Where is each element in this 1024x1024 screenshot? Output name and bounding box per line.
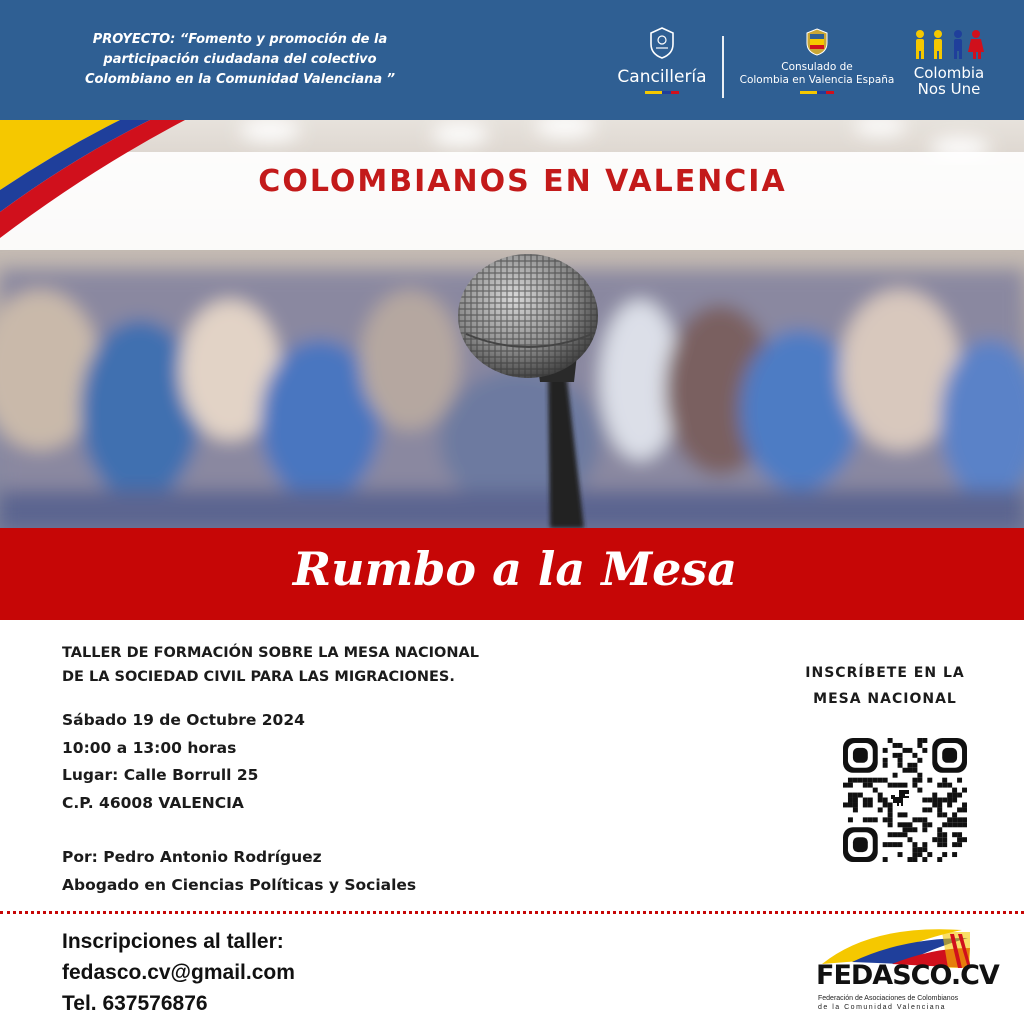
- project-line: Colombiano en la Comunidad Valenciana ”: [84, 72, 396, 87]
- cnu-line2: Nos Une: [917, 80, 981, 98]
- project-line: PROYECTO: “Fomento y promoción de la: [92, 32, 388, 47]
- contact-phone[interactable]: Tel. 637576876: [62, 992, 208, 1015]
- dotted-divider: [0, 911, 1024, 914]
- qr-code[interactable]: [843, 738, 967, 862]
- workshop-line: DE LA SOCIEDAD CIVIL PARA LAS MIGRACIONES.: [62, 669, 455, 685]
- coat-of-arms-icon: [647, 26, 677, 60]
- event-date: Sábado 19 de Octubre 2024: [62, 711, 305, 729]
- colombia-nos-une-logo: [908, 28, 990, 97]
- signup-callout: [790, 660, 980, 712]
- cnu-line1: Colombia: [913, 64, 985, 82]
- people-icon: [908, 28, 990, 60]
- cancilleria-logo: [606, 26, 718, 102]
- header-bar: [0, 0, 1024, 120]
- event-title: Rumbo a la Mesa: [292, 542, 738, 596]
- dinosaur-icon: [891, 790, 909, 806]
- fedasco-sub-line: Federación de Asociaciones de Colombianos: [818, 995, 959, 1002]
- fedasco-subtitle: [818, 994, 974, 1012]
- flag-bar: [800, 91, 834, 94]
- workshop-line: TALLER DE FORMACIÓN SOBRE LA MESA NACIONAL: [62, 645, 479, 661]
- presenter-name: Por: Pedro Antonio Rodríguez: [62, 848, 322, 866]
- consulado-line1: Consulado de: [781, 61, 853, 73]
- project-line: participación ciudadana del colectivo: [103, 52, 377, 67]
- contact-email[interactable]: fedasco.cv@gmail.com: [62, 961, 295, 984]
- project-description: [50, 30, 430, 90]
- signup-line: INSCRÍBETE EN LA: [805, 665, 965, 681]
- contact-heading: Inscripciones al taller:: [62, 930, 284, 953]
- fedasco-logo: [812, 924, 999, 1020]
- event-details: [62, 707, 522, 817]
- fedasco-name: FEDASCO.CV: [816, 960, 999, 991]
- logo-divider: [722, 36, 724, 98]
- presenter-info: [62, 844, 522, 899]
- workshop-description: [62, 641, 582, 689]
- consulado-logo: [728, 28, 906, 94]
- event-place: Lugar: Calle Borrull 25: [62, 766, 259, 784]
- presenter-title: Abogado en Ciencias Políticas y Sociales: [62, 875, 417, 894]
- cancilleria-name: Cancillería: [617, 67, 707, 87]
- contact-info: [62, 926, 482, 1019]
- fedasco-sub-line: de la Comunidad Valenciana: [818, 1004, 946, 1011]
- coat-of-arms-icon: [804, 28, 830, 56]
- consulado-line2: Colombia en Valencia España: [739, 74, 895, 86]
- event-time: 10:00 a 13:00 horas: [62, 738, 237, 757]
- flag-bar: [645, 91, 679, 94]
- event-postal: C.P. 46008 VALENCIA: [62, 793, 244, 812]
- hero-title: COLOMBIANOS EN VALENCIA: [258, 164, 787, 199]
- signup-line: MESA NACIONAL: [813, 691, 957, 707]
